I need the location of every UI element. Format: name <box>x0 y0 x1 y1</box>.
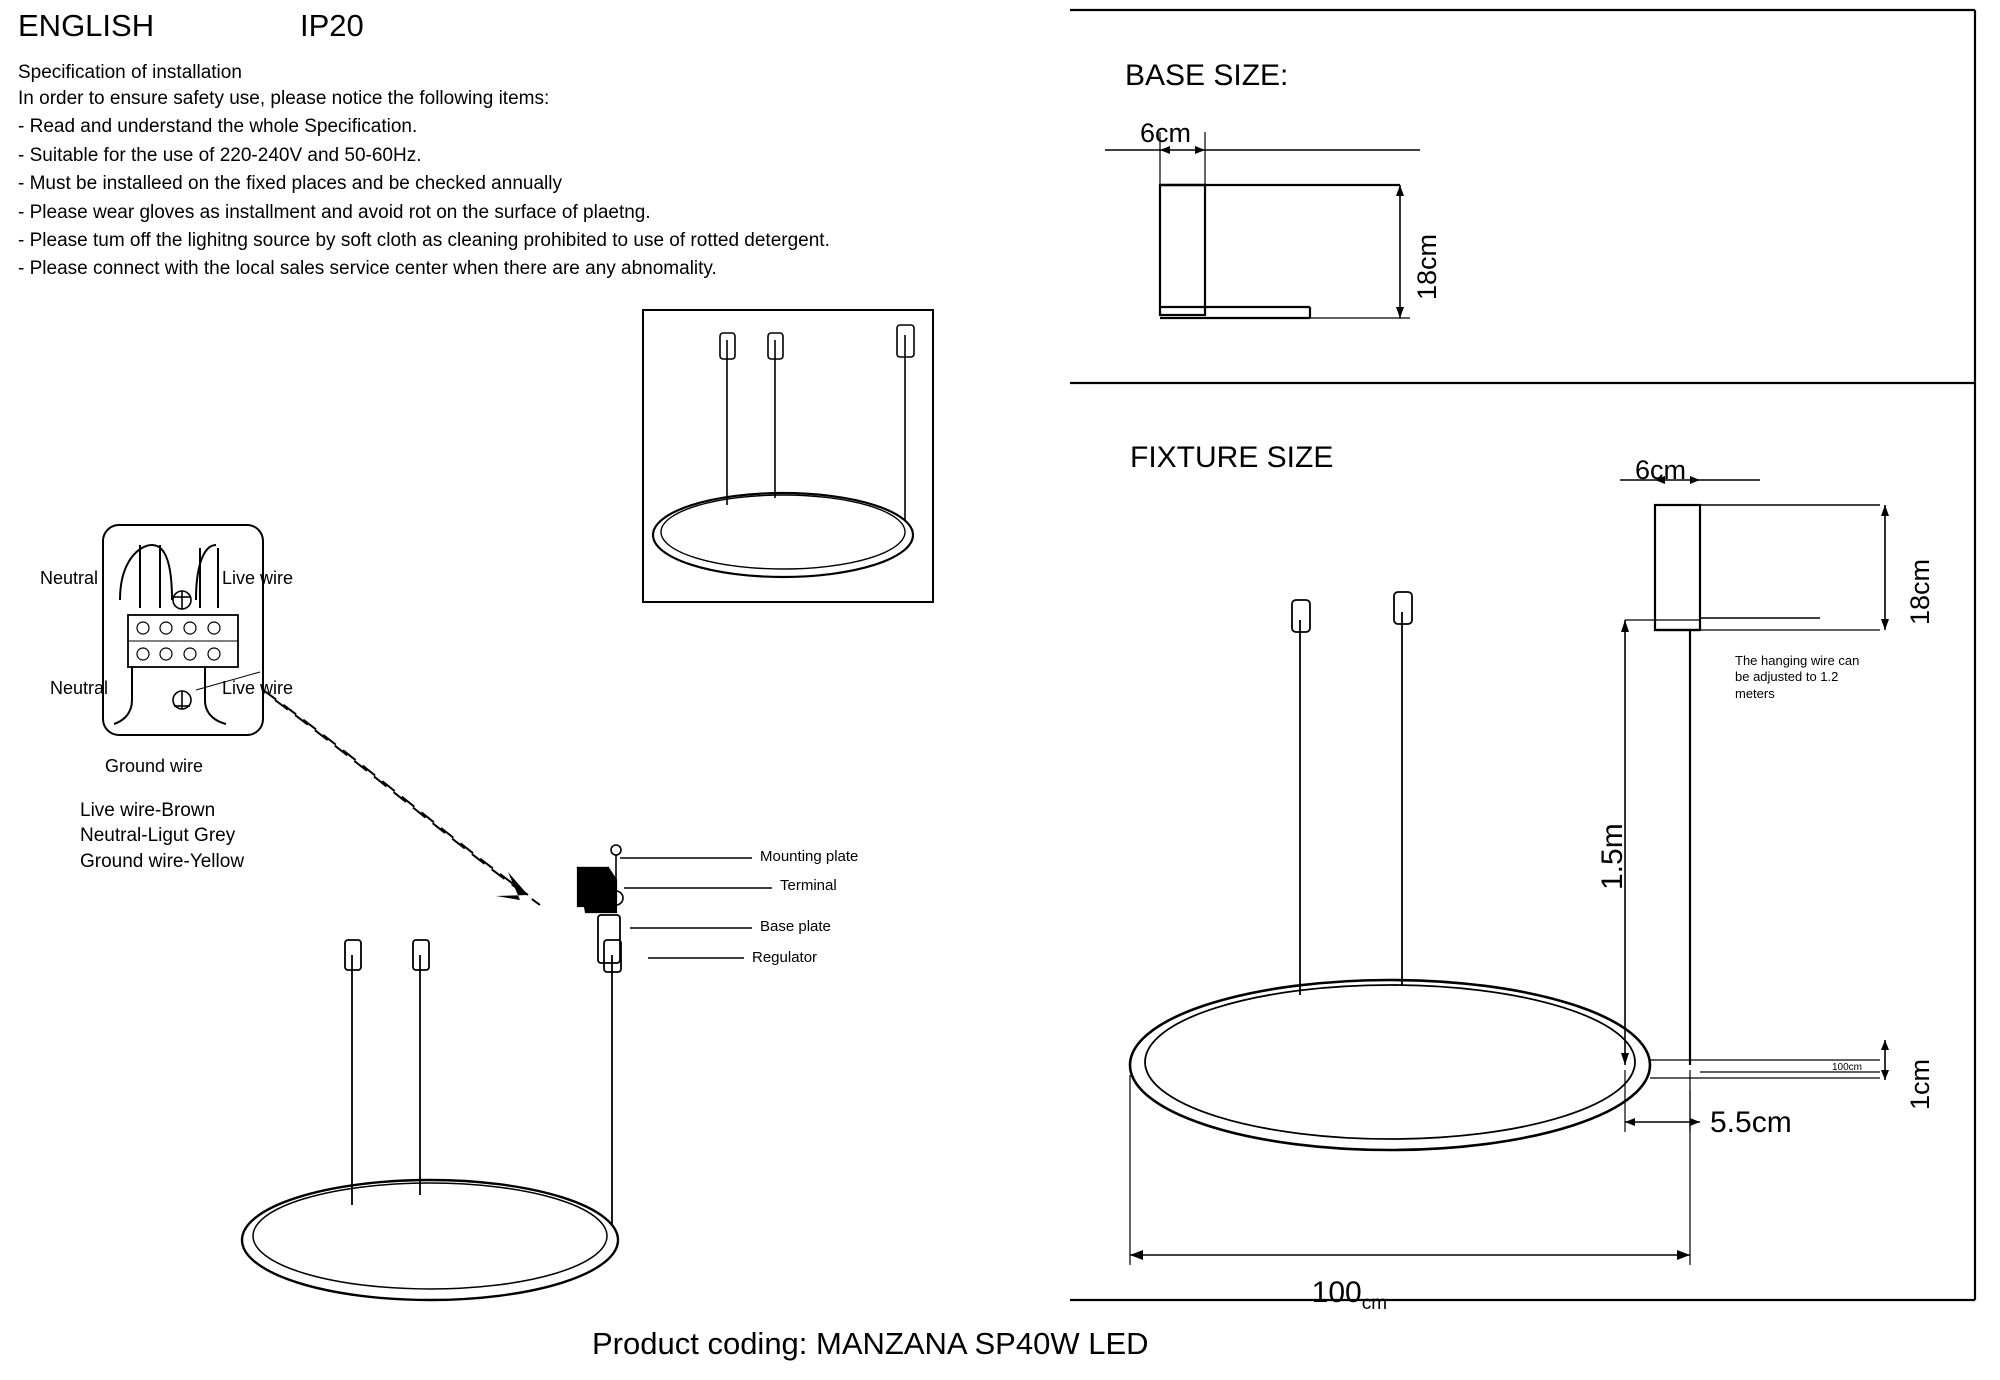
hanging-wire-note: The hanging wire can be adjusted to 1.2 meters <box>1735 653 1860 701</box>
base-size-drawing <box>1105 132 1420 318</box>
spec-item: - Read and understand the whole Specification. <box>18 116 418 138</box>
label-ground-wire: Ground wire <box>105 756 204 776</box>
spec-list <box>18 88 830 287</box>
callout-arrow <box>263 690 540 905</box>
wire-color-legend <box>80 800 244 876</box>
spec-heading: Specification of installation <box>18 62 242 83</box>
dim-diameter-small: 100cm <box>1832 1062 1863 1073</box>
dim-base-height: 18cm <box>1412 233 1442 300</box>
label-neutral-bottom: Neutral <box>50 678 109 698</box>
dim-diameter-unit: cm <box>1361 1293 1388 1315</box>
ip-rating: IP20 <box>300 8 364 43</box>
callout-regulator: Regulator <box>752 949 818 966</box>
fixture-size-drawing <box>1130 476 1889 1265</box>
callout-terminal: Terminal <box>780 877 837 894</box>
dim-drop-length: 1.5m <box>1596 823 1629 890</box>
callout-base-plate: Base plate <box>760 918 831 935</box>
spec-intro: In order to ensure safety use, please notice the following items: <box>18 88 550 109</box>
dim-diameter-value: 100 <box>1311 1276 1362 1310</box>
fixture-size-title: FIXTURE SIZE <box>1130 441 1334 474</box>
spec-item: - Must be installeed on the fixed places and be checked annually <box>18 173 562 195</box>
label-neutral-top: Neutral <box>40 568 99 588</box>
mounting-detail <box>578 845 772 963</box>
label-live-bottom: Live wire <box>222 678 294 698</box>
dim-fixture-base-width: 6cm <box>1635 455 1687 485</box>
dim-ring-offset: 5.5cm <box>1710 1106 1792 1139</box>
legend-neutral: Neutral-Ligut Grey <box>80 825 236 847</box>
dim-diameter <box>1295 1240 1387 1316</box>
dim-base-width: 6cm <box>1140 118 1192 148</box>
main-fixture-drawing <box>242 940 621 1300</box>
legend-ground: Ground wire-Yellow <box>80 850 245 872</box>
legend-live: Live wire-Brown <box>80 800 216 821</box>
callout-mounting-plate: Mounting plate <box>760 848 859 865</box>
spec-item: - Please connect with the local sales service center when there are any abnomality. <box>18 258 717 280</box>
dim-ring-thickness: 1cm <box>1905 1058 1935 1110</box>
spec-item: - Please wear gloves as installment and avoid rot on the surface of plaetng. <box>18 201 651 223</box>
language-title: ENGLISH <box>18 8 155 43</box>
spec-item: - Suitable for the use of 220-240V and 50-60Hz. <box>18 144 422 166</box>
dim-fixture-base-height: 18cm <box>1905 558 1935 625</box>
spec-item: - Please tum off the lighitng source by soft cloth as cleaning prohibited to use of rotted detergent. <box>18 230 830 252</box>
wiring-terminal-diagram <box>103 525 263 735</box>
product-coding: Product coding: MANZANA SP40W LED <box>592 1326 1149 1361</box>
label-live-top: Live wire <box>222 568 294 588</box>
base-size-title: BASE SIZE: <box>1125 59 1289 92</box>
inset-fixture-drawing <box>643 310 933 602</box>
